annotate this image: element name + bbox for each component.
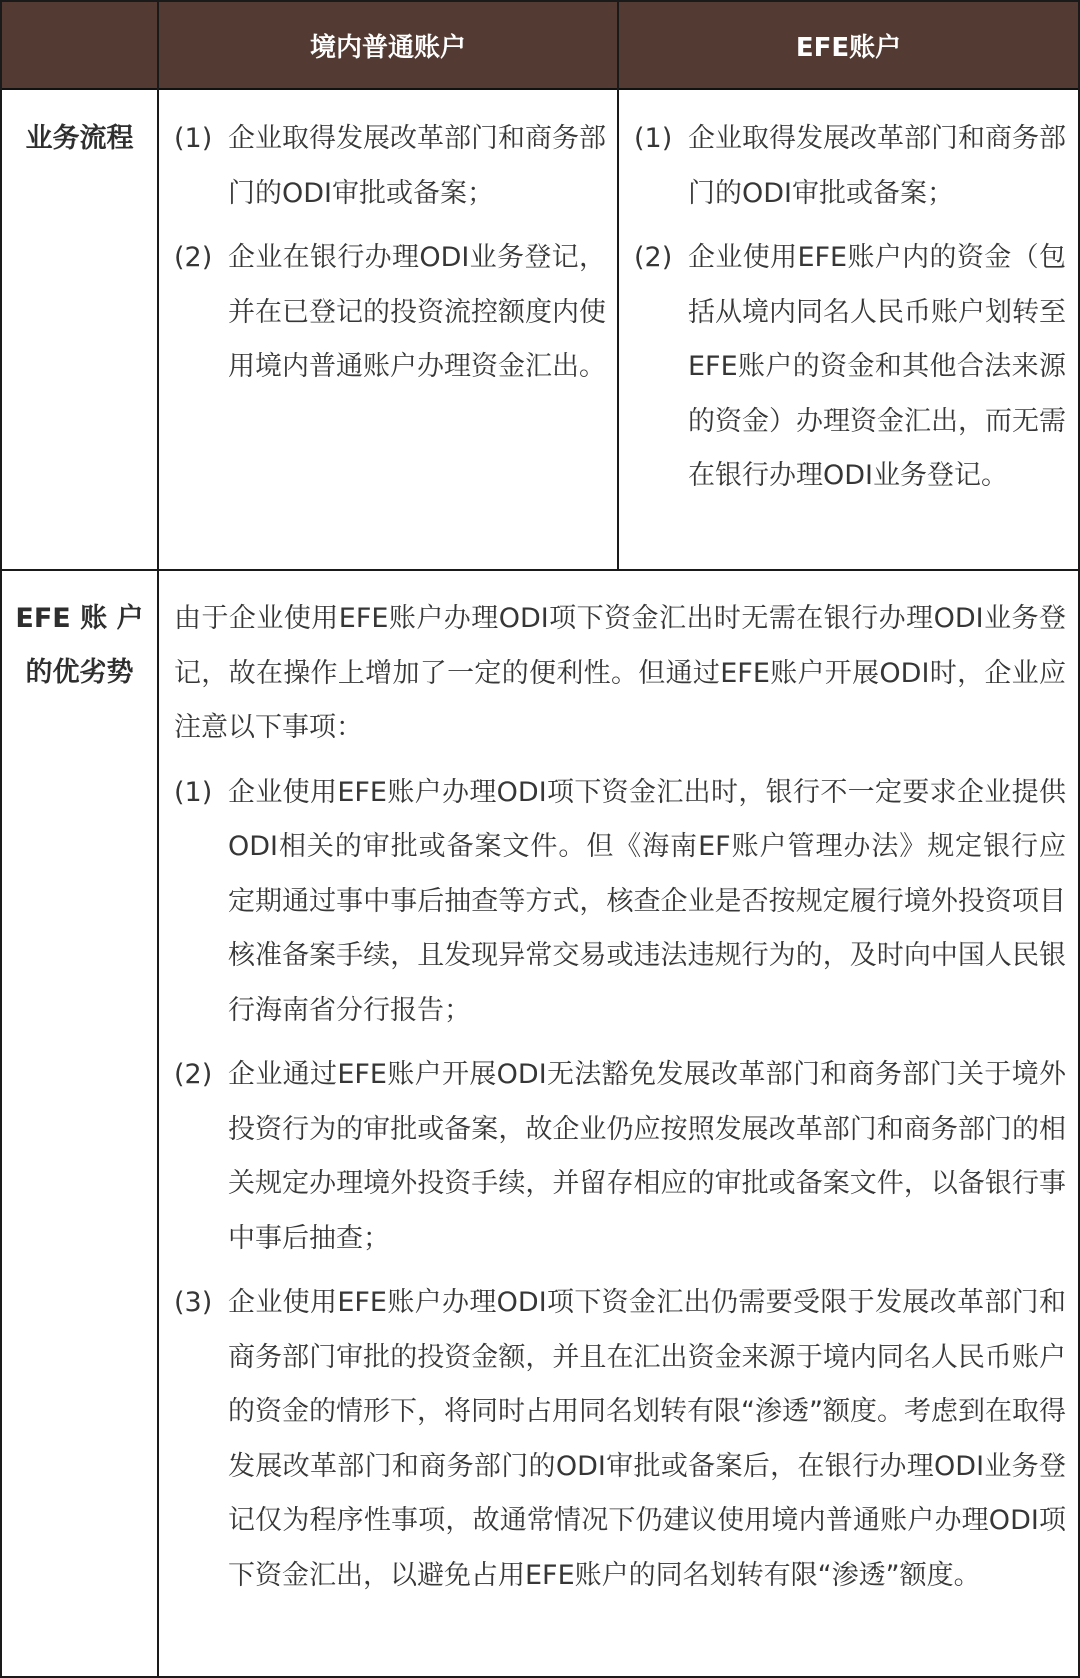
row-label-line-2: 的优劣势 [25, 657, 134, 688]
item-text: 企业在银行办理ODI业务登记，并在已登记的投资流控额度内使用境内普通账户办理资金汇出。 [228, 242, 606, 382]
row-divider [2, 569, 1078, 571]
item-number: (3) [174, 1287, 213, 1318]
item-number: (2) [174, 242, 213, 273]
item-text: 企业使用EFE账户办理ODI项下资金汇出仍需要受限于发展改革部门和商务部门审批的投资金额，并且在汇出资金来源于境内同名人民币账户的资金的情形下，将同时占用同名划转有限“渗透”额度。考虑到在取得发展改革部门和商务部门的ODI审批或备案后，在银行办理ODI业务登记仅为程序性事项，故通常情况下仍建议使用境内普通账户办理ODI项下资金汇出，以避免占用EFE账户的同名划转有限“渗透”额度。 [228, 1287, 1066, 1591]
column-divider-1 [157, 2, 159, 1676]
item-number: (1) [174, 123, 213, 154]
list-item [174, 231, 606, 395]
list-item [174, 1276, 1066, 1603]
item-number: (1) [174, 776, 213, 808]
cell-domestic-process [174, 112, 606, 405]
row-label-efe-pros-cons [2, 592, 157, 700]
header-cell-efe-account: EFE账户 [795, 32, 902, 63]
row-label-line-1: EFE 账 户 [15, 603, 144, 634]
item-text: 企业通过EFE账户开展ODI无法豁免发展改革部门和商务部门关于境外投资行为的审批或备案，故企业仍应按照发展改革部门和商务部门的相关规定办理境外投资手续，并留存相应的审批或备案文件，以备银行事中事后抽查； [228, 1059, 1066, 1254]
header-cell-domestic-account: 境内普通账户 [309, 32, 466, 63]
item-text: 企业取得发展改革部门和商务部门的ODI审批或备案； [688, 123, 1066, 209]
item-text: 企业使用EFE账户内的资金（包括从境内同名人民币账户划转至EFE账户的资金和其他合法来源的资金）办理资金汇出，而无需在银行办理ODI业务登记。 [688, 242, 1066, 491]
item-number: (2) [634, 242, 673, 273]
item-text: 企业取得发展改革部门和商务部门的ODI审批或备案； [228, 123, 606, 209]
list-item [174, 766, 1066, 1039]
intro-paragraph: 由于企业使用EFE账户办理ODI项下资金汇出时无需在银行办理ODI业务登记，故在操作上增加了一定的便利性。但通过EFE账户开展ODI时，企业应注意以下事项： [174, 603, 1066, 743]
list-item [174, 112, 606, 221]
list-item [174, 1048, 1066, 1266]
item-text: 企业使用EFE账户办理ODI项下资金汇出时，银行不一定要求企业提供ODI相关的审批或备案文件。但《海南EF账户管理办法》规定银行应定期通过事中事后抽查等方式，核查企业是否按规定履行境外投资项目核准备案手续，且发现异常交易或违法违规行为的，及时向中国人民银行海南省分行报告； [228, 776, 1066, 1026]
column-divider-2 [617, 2, 619, 569]
table-header [2, 2, 1078, 90]
item-number: (1) [634, 123, 673, 154]
list-item [634, 112, 1066, 221]
cell-efe-pros-cons [174, 592, 1066, 1613]
cell-efe-process [634, 112, 1066, 514]
header-cell-empty [2, 2, 157, 88]
item-number: (2) [174, 1059, 213, 1090]
list-item [634, 231, 1066, 504]
row-label-business-process: 业务流程 [25, 123, 134, 154]
